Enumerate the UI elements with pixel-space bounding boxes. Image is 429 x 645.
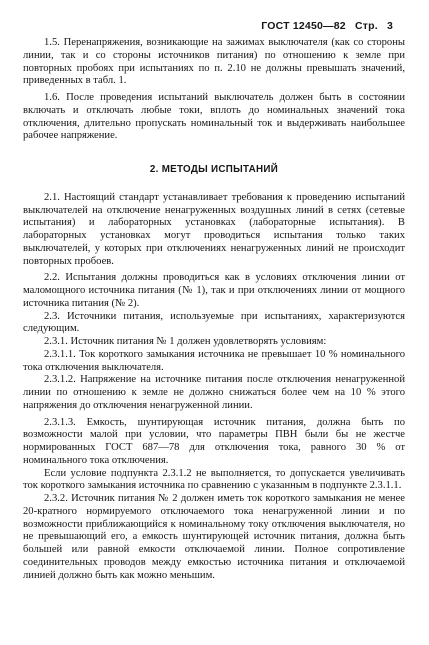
section-title: 2. МЕТОДЫ ИСПЫТАНИЙ <box>149 164 279 175</box>
paragraph-2-3-1-1: 2.3.1.1. Ток короткого замыкания источника не превышает 10 % номинального тока отключения выключателя. <box>23 348 405 373</box>
paragraph-2-3-1: 2.3.1. Источник питания № 1 должен удовлетворять условиям: <box>44 336 327 347</box>
paragraph-1-6: 1.6. После проведения испытаний выключатель должен быть в состоянии включать и отключать любые токи, вплоть до номинальных значений тока отключения, длительно пропускать номинальный ток и выдерживать наибольшее рабочее напряжение. <box>23 92 405 142</box>
paragraph-2-3-1-3: 2.3.1.3. Емкость, шунтирующая источник питания, должна быть по возможности малой при условии, что параметры ПВН были бы не жестче нормированных ГОСТ 687—78 для отключения тока, равного 30 % от номинального тока отключения. <box>23 416 405 466</box>
paragraph-2-3: 2.3. Источники питания, используемые при испытаниях, характеризуются следующим. <box>23 310 405 335</box>
page-label: Стр. <box>354 20 378 32</box>
standard-number: ГОСТ 12450—82 <box>261 20 346 32</box>
paragraph-2-3-2: 2.3.2. Источник питания № 2 должен иметь ток короткого замыкания не менее 20-кратного нормируемого отключаемого тока ненагруженной линии и по возможности приближающийся к номинальному току отключения выключателя, но не превышающий его, а емкость шунтирующей источник питания, должна быть большей или равной емкости отключаемой линии. Полное сопротивление соединительных проводов между емкостью источника питания и отключаемой линией должно быть как можно меньшим. <box>23 493 405 581</box>
paragraph-condition: Если условие подпункта 2.3.1.2 не выполняется, то допускается увеличивать ток короткого замыкания источника по сравнению с указанным в подпункте 2.3.1.1. <box>23 467 405 492</box>
paragraph-2-1: 2.1. Настоящий стандарт устанавливает требования к проведению испытаний выключателей на отключение ненагруженных воздушных линий в сетях (сетевые испытания) и лабораторных установках (лабораторные испытания). В лабораторных установках могут проводиться испытания только таких выключателей, у которых при отключениях ненагруженных линий не происходит повторных пробоев. <box>23 191 405 267</box>
document-body <box>23 37 405 582</box>
paragraph-1-5: 1.5. Перенапряжения, возникающие на зажимах выключателя (как со стороны линии, так и со стороны источников питания) по отношению к земле при повторных пробоях при испытаниях по п. 2.10 не должны превышать значений, приведенных в табл. 1. <box>23 37 405 87</box>
page-number: 3 <box>386 20 393 32</box>
paragraph-2-3-1-2: 2.3.1.2. Напряжение на источнике питания после отключения ненагруженной линии по отношению к земле не должно снижаться более чем на 10 % этого напряжения до отключения ненагруженной линии. <box>23 374 405 411</box>
paragraph-2-2: 2.2. Испытания должны проводиться как в условиях отключения линии от маломощного источника питания (№ 1), так и при отключениях линии от мощного источника питания (№ 2). <box>23 272 405 309</box>
page-header <box>261 20 393 32</box>
